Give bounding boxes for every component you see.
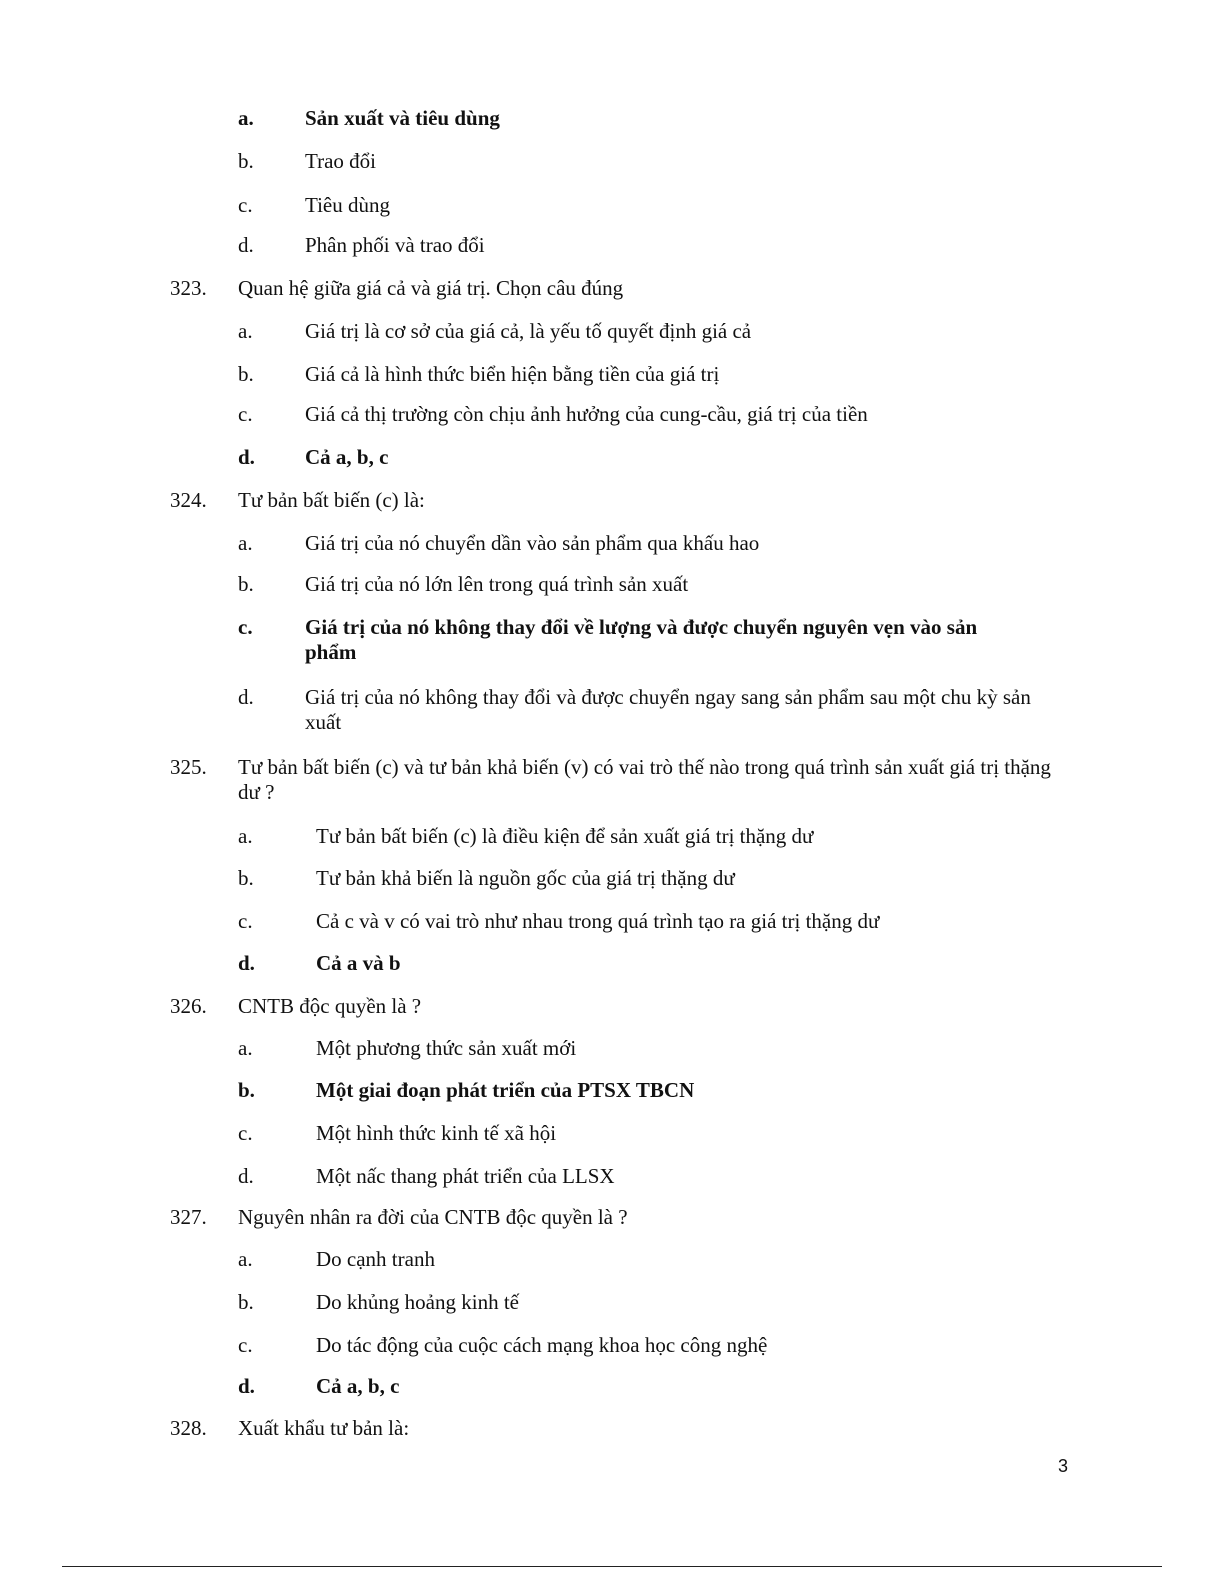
- option-label: d.: [238, 1374, 255, 1398]
- option-text: Giá trị là cơ sở của giá cả, là yếu tố quyết định giá cả: [305, 319, 752, 343]
- question-text: Tư bản bất biến (c) và tư bản khả biến (v) có vai trò thế nào trong quá trình sản xuất giá trị thặng dư ?: [238, 755, 1051, 804]
- option-text: Một hình thức kinh tế xã hội: [316, 1121, 557, 1145]
- option-text: Cả c và v có vai trò như nhau trong quá trình tạo ra giá trị thặng dư: [316, 909, 880, 933]
- option-label: b.: [238, 866, 254, 890]
- option-label: c.: [238, 909, 253, 933]
- question-number: 328.: [170, 1416, 207, 1440]
- option-text: Tiêu dùng: [305, 193, 390, 217]
- option-label: c.: [238, 193, 253, 217]
- option-label: a.: [238, 824, 253, 848]
- question-number: 323.: [170, 276, 207, 300]
- option-text: Phân phối và trao đổi: [305, 233, 485, 257]
- option-text: Cả a, b, c: [316, 1374, 400, 1398]
- page-bottom-divider: [62, 1566, 1162, 1567]
- option-text: Do khủng hoảng kinh tế: [316, 1290, 519, 1314]
- option-text: Giá cả thị trường còn chịu ảnh hưởng của cung-cầu, giá trị của tiền: [305, 402, 868, 426]
- option-text: Do tác động của cuộc cách mạng khoa học công nghệ: [316, 1333, 768, 1357]
- option-label: c.: [238, 1333, 253, 1357]
- option-text: Cả a và b: [316, 951, 401, 975]
- option-label: a.: [238, 106, 254, 130]
- option-label: a.: [238, 1247, 253, 1271]
- option-label: a.: [238, 1036, 253, 1060]
- option-label: c.: [238, 1121, 253, 1145]
- option-label: d.: [238, 233, 254, 257]
- question-number: 326.: [170, 994, 207, 1018]
- option-label: a.: [238, 319, 253, 343]
- option-text: Giá trị của nó không thay đổi về lượng và được chuyển nguyên vẹn vào sản phẩm: [305, 615, 978, 664]
- option-label: d.: [238, 1164, 254, 1188]
- option-label: a.: [238, 531, 253, 555]
- question-number: 327.: [170, 1205, 207, 1229]
- option-label: d.: [238, 445, 255, 469]
- question-text: Quan hệ giữa giá cả và giá trị. Chọn câu đúng: [238, 276, 624, 300]
- option-label: b.: [238, 1290, 254, 1314]
- option-text: Cả a, b, c: [305, 445, 389, 469]
- question-text: Xuất khẩu tư bản là:: [238, 1416, 410, 1440]
- option-text: Giá trị của nó không thay đổi và được chuyển ngay sang sản phẩm sau một chu kỳ sản xuất: [305, 685, 1031, 734]
- option-label: b.: [238, 1078, 255, 1102]
- question-number: 324.: [170, 488, 207, 512]
- option-text: Một nấc thang phát triển của LLSX: [316, 1164, 615, 1188]
- option-text: Trao đổi: [305, 149, 376, 173]
- option-text: Một giai đoạn phát triển của PTSX TBCN: [316, 1078, 695, 1102]
- option-text: Giá cả là hình thức biển hiện bằng tiền của giá trị: [305, 362, 720, 386]
- option-label: b.: [238, 149, 254, 173]
- question-number: 325.: [170, 755, 207, 779]
- option-label: b.: [238, 572, 254, 596]
- option-text: Một phương thức sản xuất mới: [316, 1036, 577, 1060]
- option-label: d.: [238, 951, 255, 975]
- option-text: Tư bản khả biến là nguồn gốc của giá trị thặng dư: [316, 866, 735, 890]
- option-label: d.: [238, 685, 254, 709]
- option-text: Do cạnh tranh: [316, 1247, 435, 1271]
- option-label: c.: [238, 615, 253, 639]
- option-text: Tư bản bất biến (c) là điều kiện để sản xuất giá trị thặng dư: [316, 824, 814, 848]
- option-label: c.: [238, 402, 253, 426]
- option-text: Giá trị của nó lớn lên trong quá trình sản xuất: [305, 572, 689, 596]
- question-text: Nguyên nhân ra đời của CNTB độc quyền là ?: [238, 1205, 628, 1229]
- page-number: 3: [1058, 1456, 1069, 1476]
- question-text: CNTB độc quyền là ?: [238, 994, 422, 1018]
- option-text: Giá trị của nó chuyển dần vào sản phẩm qua khấu hao: [305, 531, 760, 555]
- option-text: Sản xuất và tiêu dùng: [305, 106, 500, 130]
- option-label: b.: [238, 362, 254, 386]
- question-text: Tư bản bất biến (c) là:: [238, 488, 425, 512]
